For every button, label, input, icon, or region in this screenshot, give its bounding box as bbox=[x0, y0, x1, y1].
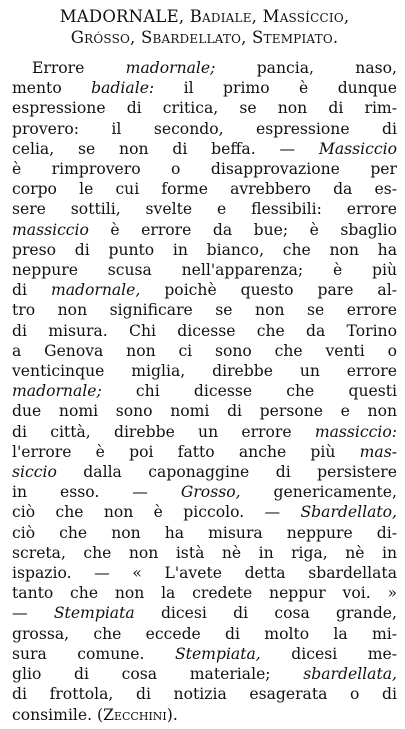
text-line: tanto che non la credete neppur voi. » bbox=[12, 584, 397, 603]
headword-grosso: Grósso, bbox=[70, 28, 136, 47]
italic-term: siccio bbox=[12, 463, 57, 482]
text-line: consimile. (Zecchini). bbox=[12, 705, 178, 724]
text-line: di misura. Chi dicesse che da Torino bbox=[12, 321, 397, 340]
text-line: venticinque miglia, direbbe un errore bbox=[12, 362, 397, 381]
italic-term: Massiccio bbox=[318, 139, 397, 158]
text-line: celia, se non di beffa. — Massiccio bbox=[12, 139, 397, 158]
text-line: ciò che non è piccolo. — Sbardellato, bbox=[12, 503, 397, 522]
text-line: di frottola, di notizia esagerata o di bbox=[12, 685, 397, 704]
text-line: provero: il secondo, espressione di bbox=[12, 119, 397, 138]
text-line: di città, direbbe un errore massiccio: bbox=[12, 422, 397, 441]
text-line: glio di cosa materiale; sbardellata, bbox=[12, 665, 397, 684]
italic-term: Sbardellato, bbox=[300, 503, 397, 522]
author-citation: Zecchini bbox=[103, 705, 167, 724]
text-line: screta, che non istà nè in riga, nè in bbox=[12, 543, 397, 562]
text-line: di madornale, poichè questo pare al- bbox=[12, 281, 397, 300]
text-line: madornale; chi dicesse che questi bbox=[12, 382, 397, 401]
text-line: Errore madornale; pancia, naso, bbox=[32, 59, 397, 77]
entry-heading bbox=[12, 6, 397, 48]
heading-line-1 bbox=[12, 6, 397, 27]
text-line: in esso. — Grosso, genericamente, bbox=[12, 483, 397, 502]
text-line: ciò che non ha misura neppure di- bbox=[12, 523, 397, 542]
text-line: grossa, che eccede di molto la mi- bbox=[12, 624, 397, 643]
text-line: ispazio. — « L'avete detta sbardellata bbox=[12, 564, 397, 583]
text-line: è rimprovero o disapprovazione per bbox=[12, 160, 397, 179]
italic-term: Grosso, bbox=[180, 483, 241, 502]
text-line: l'errore è poi fatto anche più mas- bbox=[12, 442, 397, 461]
text-line: sere sottili, svelte e flessibili: errore bbox=[12, 200, 397, 219]
text-line: siccio dalla caponaggine di persistere bbox=[12, 463, 397, 482]
text-line: corpo le cui forme avrebbero da es- bbox=[12, 180, 397, 199]
text-line: preso di punto in bianco, che non ha bbox=[12, 240, 397, 259]
headword-badiale: Badiale, bbox=[189, 7, 258, 26]
entry-body bbox=[12, 58, 397, 725]
headword-madornale: MADORNALE, bbox=[59, 7, 185, 26]
italic-term: badiale: bbox=[91, 79, 155, 98]
italic-term: mas- bbox=[359, 442, 397, 461]
italic-term: massiccio: bbox=[314, 422, 397, 441]
text-line: a Genova non ci sono che venti o bbox=[12, 341, 397, 360]
text-line: massiccio è errore da bue; è sbaglio bbox=[12, 220, 397, 239]
headword-stempiato: Stempiato. bbox=[252, 28, 339, 47]
italic-term: sbardellata, bbox=[303, 665, 397, 684]
italic-term: madornale, bbox=[50, 281, 141, 300]
text-line: espressione di critica, se non di rim- bbox=[12, 99, 397, 118]
text-line: due nomi sono nomi di persone e non bbox=[12, 402, 397, 421]
headword-sbardellato: Sbardellato, bbox=[140, 28, 247, 47]
italic-term: massiccio bbox=[12, 220, 89, 239]
text-line: mento badiale: il primo è dunque bbox=[12, 79, 398, 98]
heading-line-2 bbox=[12, 27, 397, 48]
headword-massiccio: Massíccio, bbox=[262, 7, 350, 26]
text-line: neppure scusa nell'apparenza; è più bbox=[12, 261, 397, 280]
italic-term: Stempiata, bbox=[175, 644, 261, 663]
italic-term: madornale; bbox=[12, 382, 102, 401]
italic-term: Stempiata bbox=[53, 604, 135, 623]
text-line: sura comune. Stempiata, dicesi me- bbox=[12, 644, 397, 663]
italic-term: madornale; bbox=[125, 59, 216, 77]
text-line: tro non significare se non se errore bbox=[12, 301, 397, 320]
text-line: — Stempiata dicesi di cosa grande, bbox=[12, 604, 397, 623]
